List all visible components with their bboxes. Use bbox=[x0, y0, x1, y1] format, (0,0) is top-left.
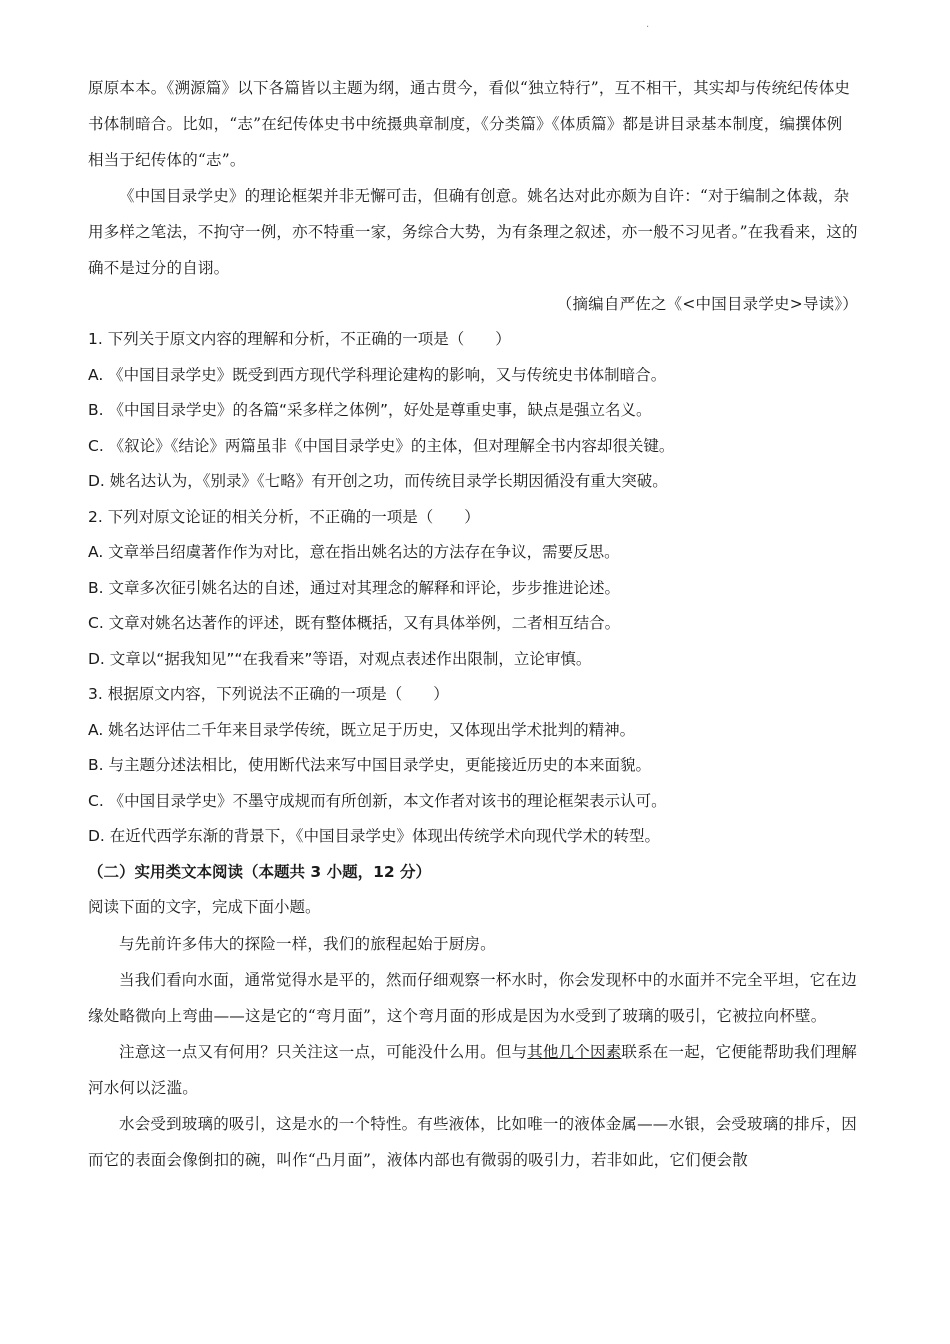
passage-source: （摘编自严佐之《<中国目录学史>导读》） bbox=[556, 295, 858, 313]
paragraph-text: 联系在一起，它便能帮助我们理解河水何以泛滥。 bbox=[88, 1042, 857, 1097]
question-stem: 3. 根据原文内容，下列说法不正确的一项是（ ） bbox=[88, 685, 449, 703]
option-b: B. 《中国目录学史》的各篇“采多样之体例”，好处是尊重史事，缺点是强立名义。 bbox=[88, 401, 652, 419]
option-c: C. 《中国目录学史》不墨守成规而有所创新，本文作者对该书的理论框架表示认可。 bbox=[88, 791, 667, 810]
page-mark: · bbox=[646, 22, 650, 33]
question-stem: 1. 下列关于原文内容的理解和分析，不正确的一项是（ ） bbox=[88, 330, 511, 348]
passage-paragraph: 当我们看向水面，通常觉得水是平的，然而仔细观察一杯水时，你会发现杯中的水面并不完全平坦，它在边缘处略微向上弯曲——这是它的“弯月面”，这个弯月面的形成是因为水受到了玻璃的吸引，它被拉向杯壁。 bbox=[88, 970, 857, 1025]
option-a: A. 《中国目录学史》既受到西方现代学科理论建构的影响，又与传统史书体制暗合。 bbox=[88, 365, 667, 384]
option-b: B. 文章多次征引姚名达的自述，通过对其理念的解释和评论，步步推进论述。 bbox=[88, 578, 620, 597]
passage-paragraph bbox=[88, 1034, 858, 1106]
passage-paragraph: 与先前许多伟大的探险一样，我们的旅程起始于厨房。 bbox=[119, 934, 496, 953]
option-a: A. 文章举吕绍虞著作作为对比，意在指出姚名达的方法存在争议，需要反思。 bbox=[88, 543, 620, 561]
option-c: C. 《叙论》《结论》两篇虽非《中国目录学史》的主体，但对理解全书内容却很关键。 bbox=[88, 436, 675, 455]
passage-paragraph: 《中国目录学史》的理论框架并非无懈可击，但确有创意。姚名达对此亦颇为自许：“对于编制之体裁，杂用多样之笔法，不拘守一例，亦不特重一家，务综合大势，为有条理之叙述，亦一般不习见者。”在我看来，这的确不是过分的自诩。 bbox=[88, 187, 858, 277]
option-a: A. 姚名达评估二千年来目录学传统，既立足于历史，又体现出学术批判的精神。 bbox=[88, 720, 636, 739]
option-b: B. 与主题分述法相比，使用断代法来写中国目录学史，更能接近历史的本来面貌。 bbox=[88, 756, 651, 774]
question-1 bbox=[88, 322, 858, 500]
passage-paragraph: 水会受到玻璃的吸引，这是水的一个特性。有些液体，比如唯一的液体金属——水银，会受玻璃的排斥，因而它的表面会像倒扣的碗，叫作“凸月面”，液体内部也有微弱的吸引力，若非如此，它们便会散 bbox=[88, 1114, 857, 1169]
section-instruction: 阅读下面的文字，完成下面小题。 bbox=[88, 898, 321, 916]
document-page bbox=[88, 70, 858, 1178]
underlined-phrase: 其他几个因素 bbox=[527, 1042, 622, 1061]
question-2 bbox=[88, 500, 858, 678]
option-c: C. 文章对姚名达著作的评述，既有整体概括，又有具体举例，二者相互结合。 bbox=[88, 614, 621, 632]
paragraph-text: 注意这一点又有何用？只关注这一点，可能没什么用。但与 bbox=[119, 1042, 528, 1061]
section-heading: （二）实用类文本阅读（本题共 3 小题，12 分） bbox=[88, 862, 432, 881]
option-d: D. 文章以“据我知见”“在我看来”等语，对观点表述作出限制，立论审慎。 bbox=[88, 649, 592, 668]
passage-paragraph: 原原本本。《溯源篇》以下各篇皆以主题为纲，通古贯今，看似“独立特行”，互不相干，其实却与传统纪传体史书体制暗合。比如，“志”在纪传体史书中统摄典章制度，《分类篇》《体质篇》都是讲目录基本制度，编撰体例相当于纪传体的“志”。 bbox=[88, 79, 851, 169]
question-stem: 2. 下列对原文论证的相关分析，不正确的一项是（ ） bbox=[88, 507, 480, 526]
option-d: D. 姚名达认为，《别录》《七略》有开创之功，而传统目录学长期因循没有重大突破。 bbox=[88, 472, 668, 490]
question-3 bbox=[88, 677, 858, 855]
option-d: D. 在近代西学东渐的背景下，《中国目录学史》体现出传统学术向现代学术的转型。 bbox=[88, 827, 661, 845]
